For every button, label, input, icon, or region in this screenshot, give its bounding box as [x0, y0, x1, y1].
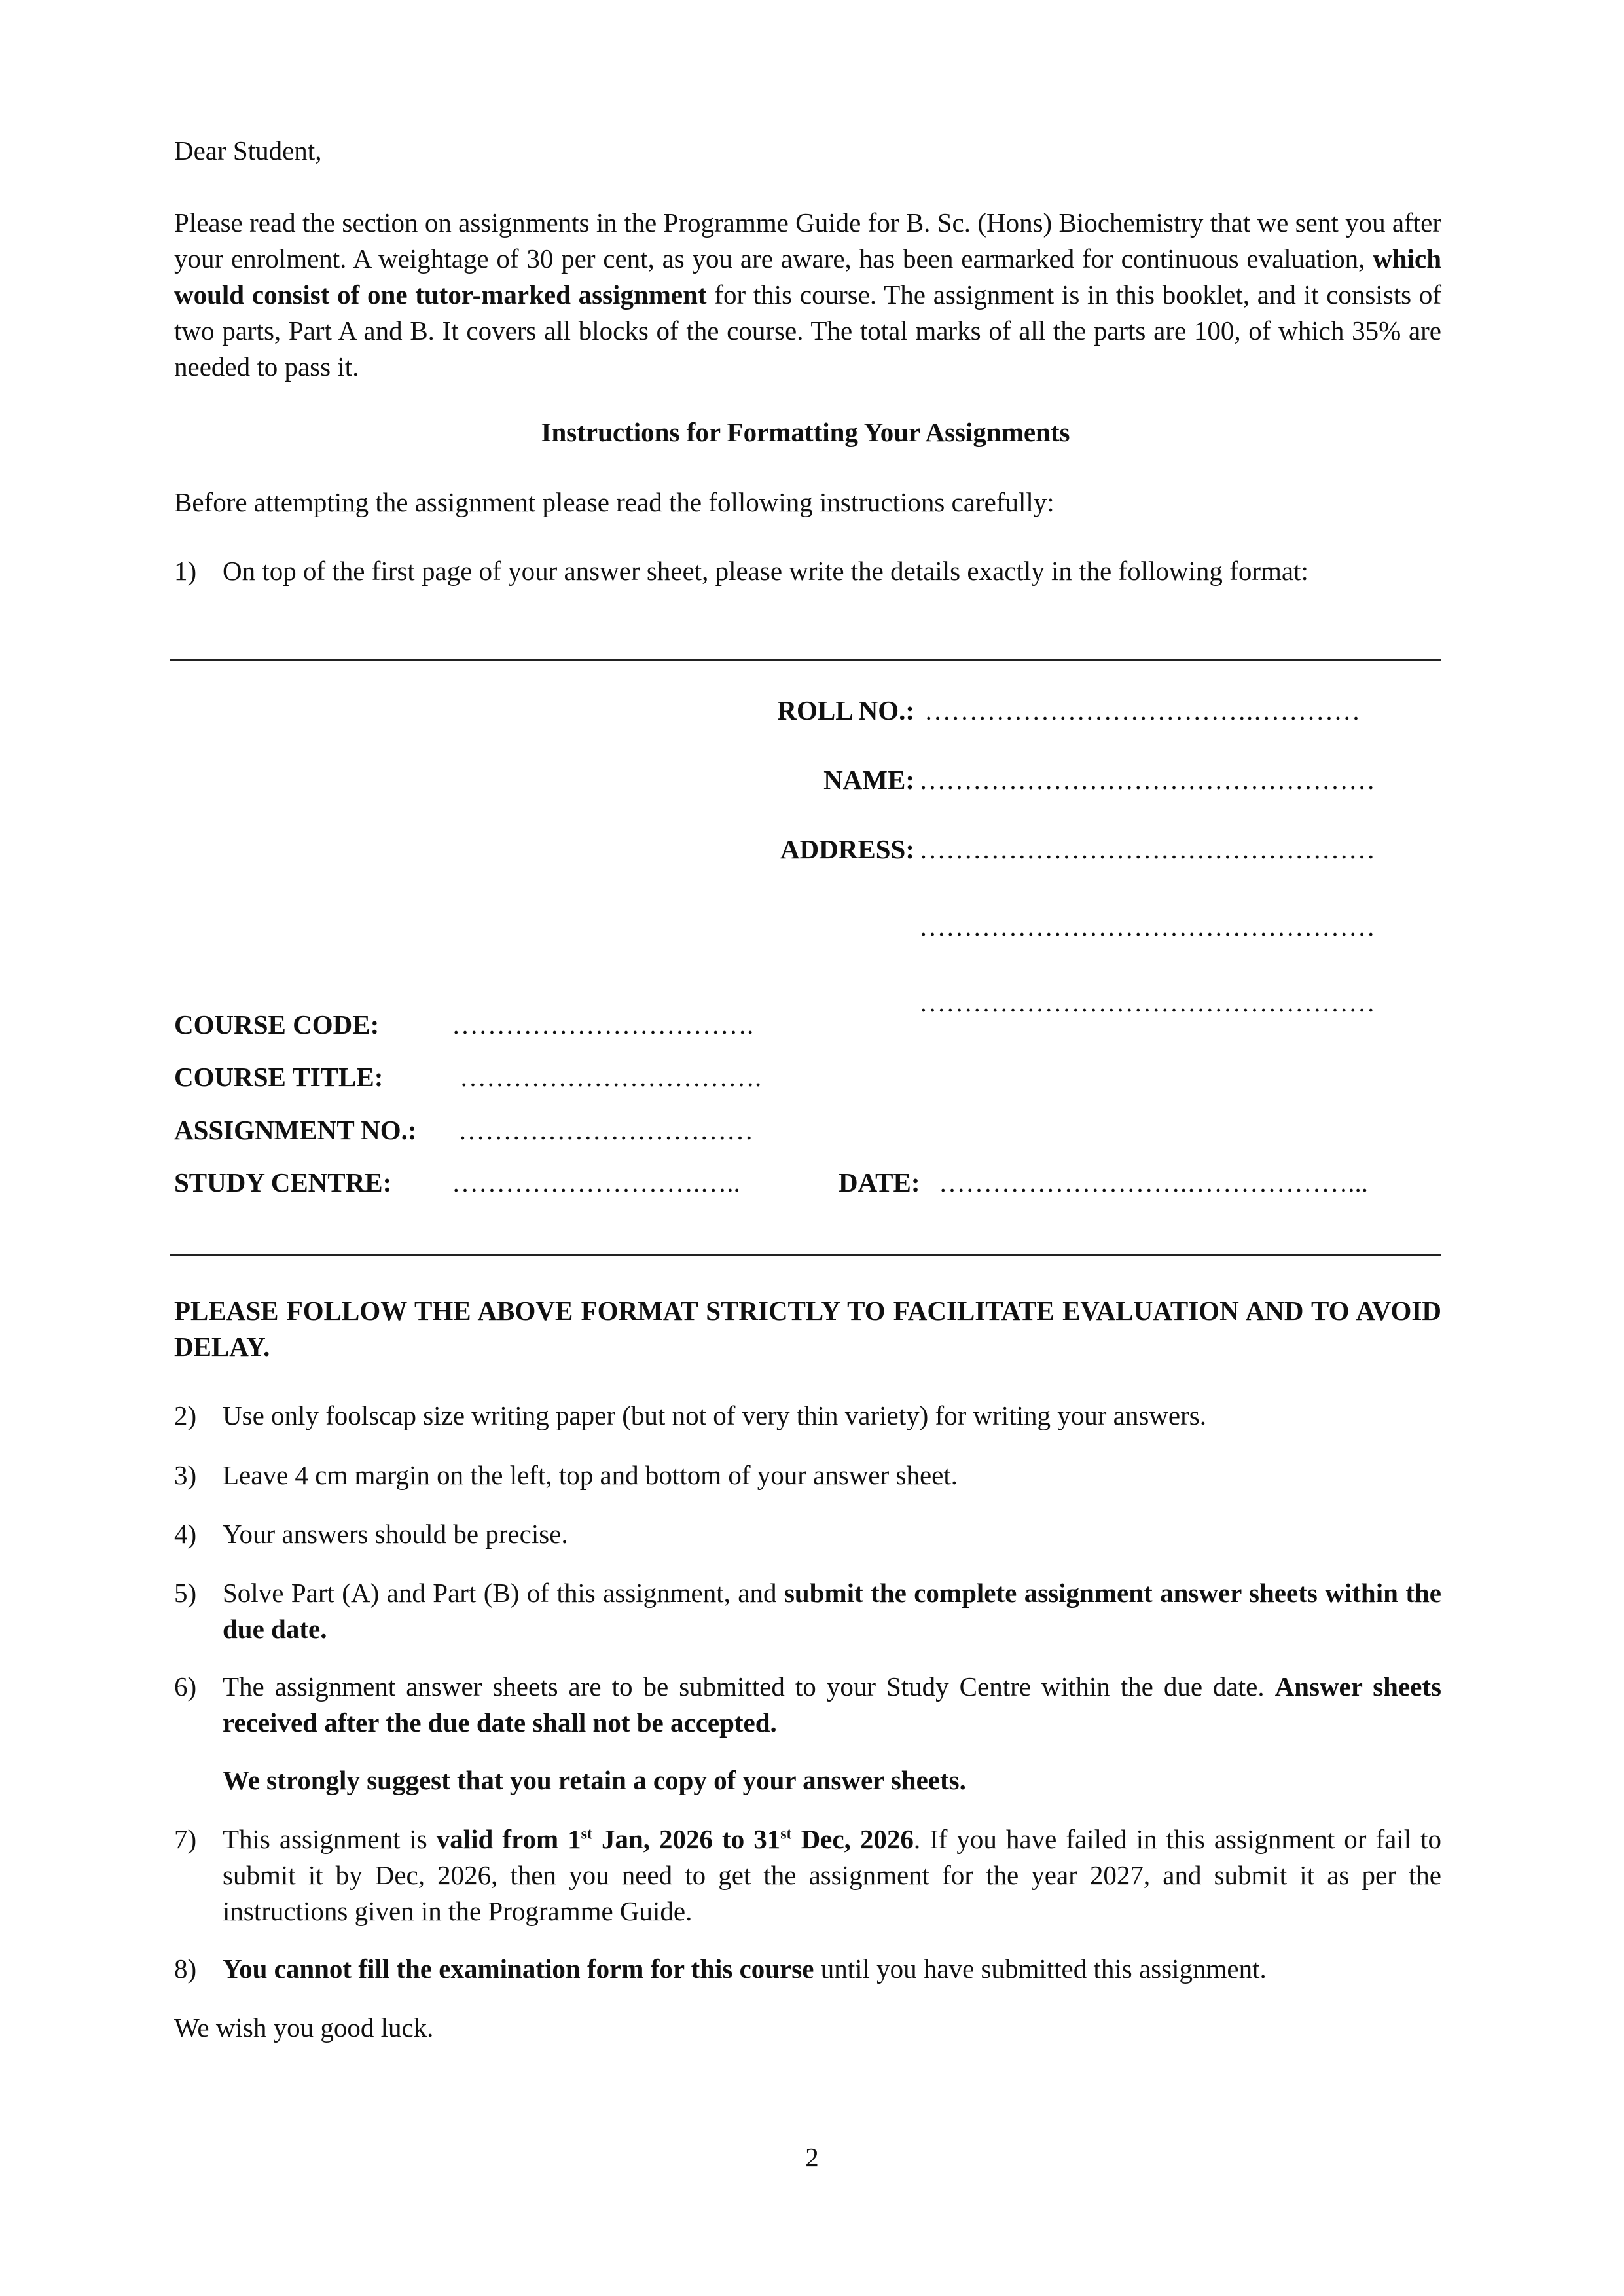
item-7-validity-start: valid from 1	[436, 1824, 581, 1854]
intro-bold-text: which would consist of one tutor-marked assignment	[174, 244, 1441, 310]
item-5-bold: submit the complete assignment answer sheets within the due date.	[223, 1578, 1441, 1644]
item-6-suggestion: We strongly suggest that you retain a copy of your answer sheets.	[223, 1765, 966, 1795]
assignment-no-label: ASSIGNMENT NO.:	[174, 1115, 417, 1145]
before-text: Before attempting the assignment please read the following instructions carefully:	[174, 487, 1055, 517]
item-number: 1)	[174, 556, 197, 586]
item-1-text: On top of the first page of your answer sheet, please write the details exactly in the following format:	[223, 556, 1308, 586]
item-7-plain: This assignment is	[223, 1824, 437, 1854]
item-number: 8)	[174, 1954, 197, 1984]
course-code-label: COURSE CODE:	[174, 1010, 380, 1040]
course-code-dots: …………………………….	[452, 1010, 754, 1040]
intro-paragraph	[174, 205, 1441, 385]
item-5-text	[223, 1575, 1441, 1647]
form-top-rule	[170, 659, 1441, 661]
item-7-validity-mid: Jan, 2026 to 31	[592, 1824, 781, 1854]
course-title-label: COURSE TITLE:	[174, 1062, 384, 1092]
address-dots-line-3: ……………………………………………	[919, 987, 1375, 1017]
intro-text: Please read the section on assignments in the Programme Guide for B. Sc. (Hons) Biochemistry that we sent you after your enrolment. A weightage of 30 per cent, as you are aware, has been earmarked for continuous evaluation,	[174, 208, 1441, 274]
name-label: NAME:	[823, 765, 914, 795]
item-number: 6)	[174, 1671, 197, 1702]
item-8-text	[223, 1951, 1441, 1987]
ordinal-suffix: st	[581, 1825, 592, 1843]
form-bottom-rule	[170, 1254, 1441, 1256]
assignment-no-dots: ……………………………	[458, 1115, 753, 1145]
ordinal-suffix: st	[780, 1825, 792, 1843]
item-7-validity-end: Dec, 2026	[791, 1824, 914, 1854]
item-number: 2)	[174, 1400, 197, 1430]
item-3-text: Leave 4 cm margin on the left, top and bottom of your answer sheet.	[223, 1460, 958, 1490]
date-label: DATE:	[839, 1167, 920, 1197]
item-2-text: Use only foolscap size writing paper (but not of very thin variety) for writing your answers.	[223, 1400, 1206, 1430]
item-number: 3)	[174, 1460, 197, 1490]
date-dots: ……………………….………………...	[939, 1167, 1368, 1197]
format-notice: PLEASE FOLLOW THE ABOVE FORMAT STRICTLY TO FACILITATE EVALUATION AND TO AVOID DELAY.	[174, 1296, 1441, 1362]
item-7-text	[223, 1821, 1441, 1929]
item-6-plain: The assignment answer sheets are to be submitted to your Study Centre within the due date.	[223, 1671, 1275, 1702]
address-label: ADDRESS:	[780, 834, 914, 864]
salutation: Dear Student,	[174, 136, 322, 166]
item-number: 4)	[174, 1519, 197, 1549]
name-dots: ……………………………………………	[919, 765, 1375, 795]
course-title-dots: …………………………….	[460, 1062, 762, 1092]
page-number: 2	[805, 2142, 819, 2172]
intro-text-end: for this course. The assignment is in this booklet, and it consists of two parts, Part A and B. It covers all blocks of the course. The total marks of all the parts are 100, of which 35% are needed to pass it.	[174, 280, 1442, 382]
item-5-plain: Solve Part (A) and Part (B) of this assignment, and	[223, 1578, 784, 1608]
item-4-text: Your answers should be precise.	[223, 1519, 568, 1549]
study-centre-dots: ……………………….…..	[452, 1167, 740, 1197]
item-7-validity	[437, 1824, 914, 1854]
item-8-bold: You cannot fill the examination form for this course	[223, 1954, 814, 1984]
item-6-bold: Answer sheets received after the due date shall not be accepted.	[223, 1671, 1441, 1738]
item-8-plain: until you have submitted this assignment.	[814, 1954, 1267, 1984]
item-number: 5)	[174, 1578, 197, 1608]
item-6-text	[223, 1669, 1441, 1741]
closing-line: We wish you good luck.	[174, 2013, 434, 2043]
roll-no-label: ROLL NO.:	[777, 695, 914, 725]
address-dots-line-2: ……………………………………………	[919, 911, 1375, 941]
item-7-rest: . If you have failed in this assignment or fail to submit it by Dec, 2026, then you need to get the assignment for the year 2027, and submit it as per the instructions given in the Programme Guide.	[223, 1824, 1441, 1926]
roll-no-dots: ……………………………….…………	[924, 695, 1361, 725]
study-centre-label: STUDY CENTRE:	[174, 1167, 392, 1197]
item-number: 7)	[174, 1824, 197, 1854]
section-heading: Instructions for Formatting Your Assignments	[541, 417, 1070, 447]
address-dots-line-1: ……………………………………………	[919, 834, 1375, 864]
